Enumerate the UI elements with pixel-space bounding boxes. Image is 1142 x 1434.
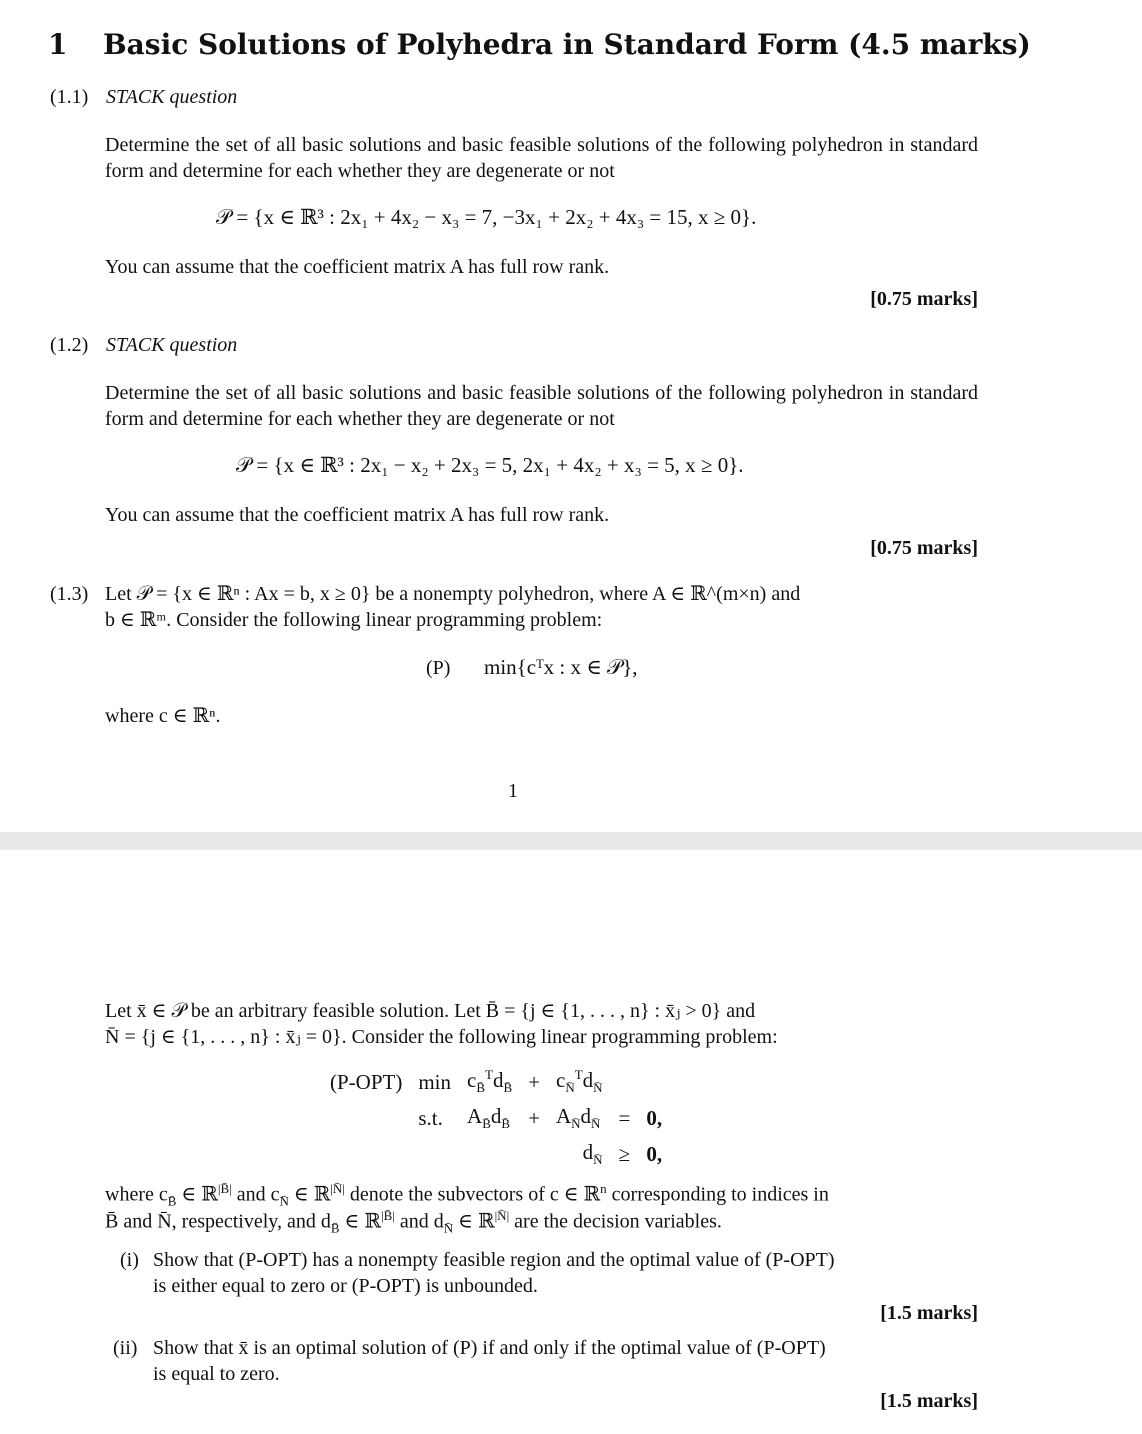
q1-3-line2: b ∈ ℝᵐ. Consider the following linear programming problem: (105, 609, 603, 631)
q1-2-formula: 𝒫 = {x ∈ ℝ³ : 2x₁ − x₂ + 2x₃ = 5, 2x₁ + 4x₂ + x₃ = 5, x ≥ 0}. (236, 453, 744, 477)
q1-2-marks: [0.75 marks] (870, 537, 978, 559)
problem-p-label: (P) (426, 657, 451, 679)
part-ii-marks: [1.5 marks] (880, 1390, 978, 1412)
popt-st: s.t. (418, 1105, 443, 1130)
popt-problem (322, 1064, 670, 1172)
page-2 (0, 850, 1142, 1434)
part-i-line1: Show that (P-OPT) has a nonempty feasible region and the optimal value of (P-OPT) (153, 1249, 835, 1271)
popt-c1-b: $A_{N̄}d_{N̄}$ (555, 1103, 601, 1132)
part-i-marks: [1.5 marks] (880, 1302, 978, 1324)
q1-1-label: (1.1) (50, 86, 89, 108)
popt-obj-b: $c_{N̄}^Td_{N̄}$ (555, 1067, 603, 1096)
q1-2-assumption: You can assume that the coefficient matrix A has full row rank. (105, 504, 610, 526)
problem-p: min{cᵀx : x ∈ 𝒫}, (484, 655, 638, 679)
part-ii-label: (ii) (113, 1337, 138, 1359)
popt-min: min (418, 1069, 452, 1094)
q1-3-where: where c ∈ ℝⁿ. (105, 705, 221, 727)
where-line1: where $c_{B̄}$ ∈ ℝ$^{|B̄|}$ and $c_{N̄}$ ∈ ℝ$^{|N̄|}$ denote the subvectors of c ∈ ℝ$^n$ corresponding to indices in (105, 1181, 829, 1209)
q1-1-type: STACK question (106, 86, 238, 108)
part-ii-line2: is equal to zero. (153, 1363, 280, 1385)
q1-3-label: (1.3) (50, 583, 89, 605)
part-ii-line1: Show that x̄ is an optimal solution of (P) if and only if the optimal value of (P-OPT) (153, 1337, 826, 1359)
q1-1-text: Determine the set of all basic solutions and basic feasible solutions of the following polyhedron in standard form and determine for each whether they are degenerate or not (105, 134, 978, 182)
popt-c1-a: $A_{B̄}d_{B̄}$ (467, 1103, 511, 1132)
q1-1-assumption: You can assume that the coefficient matrix A has full row rank. (105, 256, 610, 278)
section-number: 1 (48, 28, 68, 61)
part-i-label: (i) (120, 1249, 139, 1271)
page-number: 1 (508, 780, 518, 802)
q1-1-marks: [0.75 marks] (870, 288, 978, 310)
popt-zero1: 0, (646, 1105, 663, 1130)
where-line2: B̄ and N̄, respectively, and $d_{B̄}$ ∈ ℝ$^{|B̄|}$ and $d_{N̄}$ ∈ ℝ$^{|N̄|}$ are the decision variables. (105, 1208, 722, 1236)
popt-plus2: + (528, 1105, 540, 1130)
q1-2-label: (1.2) (50, 334, 89, 356)
popt-zero2: 0, (646, 1141, 663, 1166)
q1-1-formula: 𝒫 = {x ∈ ℝ³ : 2x₁ + 4x₂ − x₃ = 7, −3x₁ + 2x₂ + 4x₃ = 15, x ≥ 0}. (216, 205, 757, 229)
part-i-line2: is either equal to zero or (P-OPT) is unbounded. (153, 1275, 538, 1297)
popt-obj-a: $c_{B̄}^Td_{B̄}$ (467, 1067, 513, 1096)
popt-eq: = (618, 1105, 631, 1130)
q1-2-text: Determine the set of all basic solutions and basic feasible solutions of the following polyhedron in standard form and determine for each whether they are degenerate or not (105, 382, 978, 430)
page-separator (0, 832, 1142, 850)
section-title: Basic Solutions of Polyhedra in Standard Form (4.5 marks) (103, 28, 1031, 61)
intro-line2: N̄ = {j ∈ {1, . . . , n} : x̄ⱼ = 0}. Consider the following linear programming problem: (105, 1026, 778, 1048)
q1-2-type: STACK question (106, 334, 238, 356)
q1-3-line1: Let 𝒫 = {x ∈ ℝⁿ : Ax = b, x ≥ 0} be a nonempty polyhedron, where A ∈ ℝ^(m×n) and (105, 583, 801, 605)
popt-name: (P-OPT) (330, 1069, 403, 1094)
popt-plus1: + (528, 1069, 540, 1094)
intro-line1: Let x̄ ∈ 𝒫 be an arbitrary feasible solution. Let B̄ = {j ∈ {1, . . . , n} : x̄ⱼ > 0} and (105, 1000, 756, 1022)
popt-c2: $d_{N̄}$ (582, 1139, 603, 1168)
popt-geq: ≥ (618, 1141, 631, 1166)
